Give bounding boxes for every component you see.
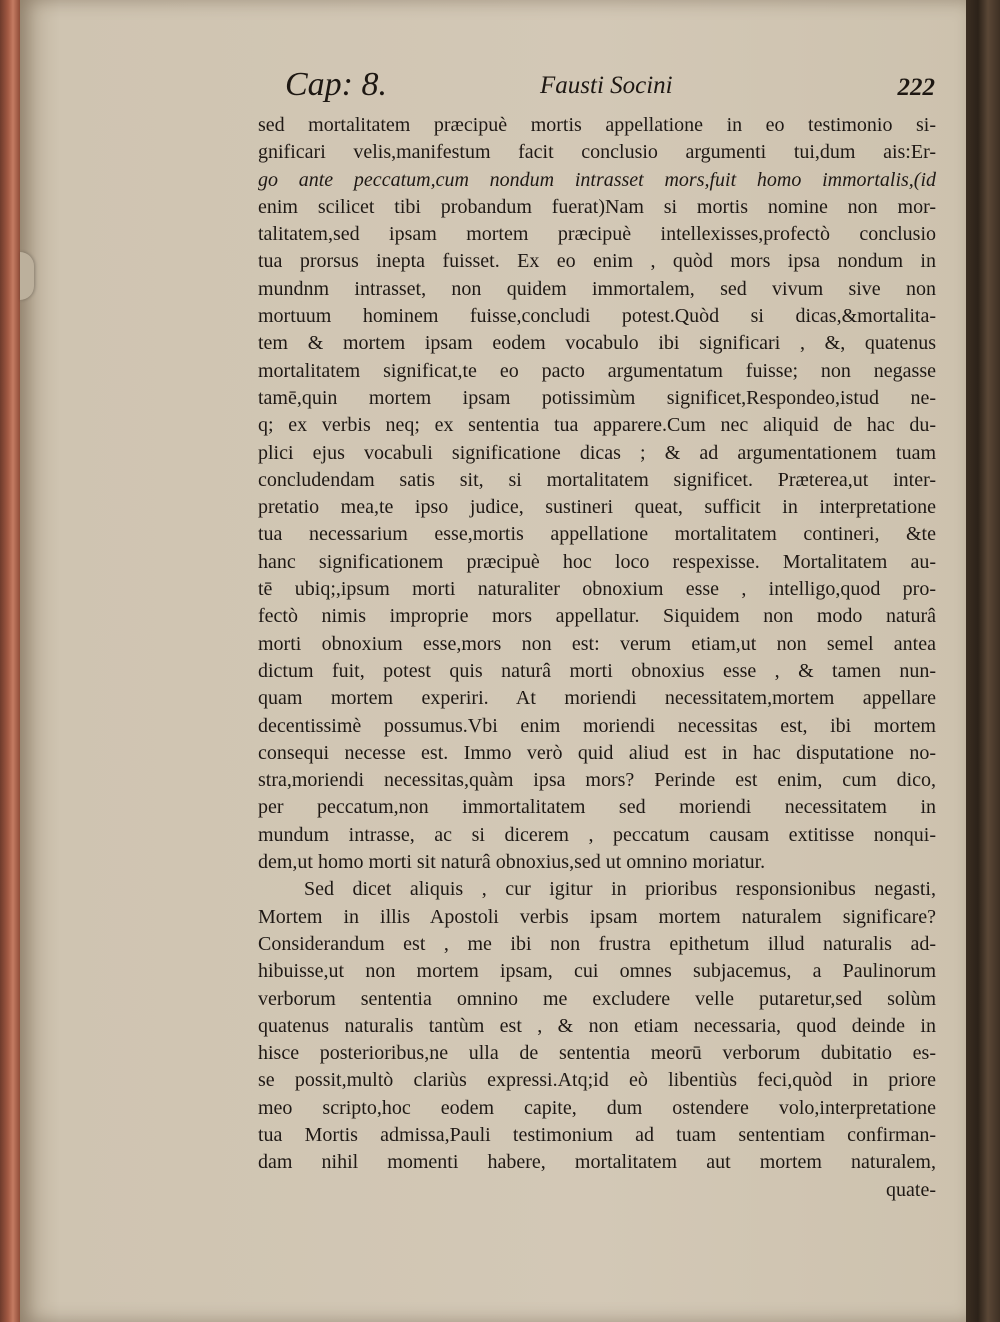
text-line: gnificari velis,manifestum facit conclusio argumenti tui,dum ais:Er- xyxy=(258,141,936,164)
text-line: verborum sententia omnino me excludere velle putaretur,sed solùm xyxy=(258,987,936,1010)
running-head xyxy=(285,66,935,106)
text-line: quam mortem experiri. At moriendi necessitatem,mortem appellare xyxy=(258,687,936,710)
text-line: tē ubiq;,ipsum morti naturaliter obnoxium esse , intelligo,quod pro- xyxy=(258,578,936,601)
text-line: pretatio mea,te ipso judice, sustineri queat, sufficit in interpretatione xyxy=(258,496,936,519)
text-line: Considerandum est , me ibi non frustra epithetum illud naturalis ad- xyxy=(258,932,936,955)
text-line: se possit,multò clariùs expressi.Atq;id eò libentiùs feci,quòd in priore xyxy=(258,1069,936,1092)
text-line: mundum intrasse, ac si dicerem , peccatum causam extitisse nonqui- xyxy=(258,823,936,846)
text-line: go ante peccatum,cum nondum intrasset mors,fuit homo immortalis,(id xyxy=(258,168,936,191)
text-line: hisce posterioribus,ne ulla de sententia meorū verborum dubitatio es- xyxy=(258,1042,936,1065)
text-line: tua necessarium esse,mortis appellatione mortalitatem contineri, &te xyxy=(258,523,936,546)
text-line: mundnm intrasset, non quidem immortalem, sed vivum sive non xyxy=(258,277,936,300)
text-line: stra,moriendi necessitas,quàm ipsa mors? Perinde est enim, cum dico, xyxy=(258,769,936,792)
author-title: Fausti Socini xyxy=(540,72,673,99)
text-line: concludendam satis sit, si mortalitatem significet. Præterea,ut inter- xyxy=(258,468,936,491)
text-line: q; ex verbis neq; ex sententia tua apparere.Cum nec aliquid de hac du- xyxy=(258,414,936,437)
text-line: mortuum hominem fuisse,concludi potest.Quòd si dicas,&mortalita- xyxy=(258,305,936,328)
text-line: hanc significationem præcipuè hoc loco respexisse. Mortalitatem au- xyxy=(258,550,936,573)
text-line: dam nihil momenti habere, mortalitatem aut mortem naturalem, xyxy=(258,1151,936,1174)
chapter-label: Cap: 8. xyxy=(285,66,387,103)
text-line: tem & mortem ipsam eodem vocabulo ibi significari , &, quatenus xyxy=(258,332,936,355)
text-line: enim scilicet tibi probandum fuerat)Nam si mortis nomine non mor- xyxy=(258,195,936,218)
body-text xyxy=(258,112,936,1204)
text-line: sed mortalitatem præcipuè mortis appellatione in eo testimonio si- xyxy=(258,114,936,136)
text-line: consequi necesse est. Immo verò quid aliud est in hac disputatione no- xyxy=(258,741,936,764)
text-line: tua prorsus inepta fuisset. Ex eo enim , quòd mors ipsa nondum in xyxy=(258,250,936,273)
text-line: morti obnoxium esse,mors non est: verum etiam,ut non semel antea xyxy=(258,632,936,655)
text-line: tamē,quin mortem ipsam potissimùm significet,Respondeo,istud ne- xyxy=(258,386,936,409)
text-line: dem,ut homo morti sit naturâ obnoxius,sed ut omnino moriatur. xyxy=(258,851,766,874)
text-line: plici ejus vocabuli significatione dicas ; & ad argumentationem tuam xyxy=(258,441,936,464)
text-line: quatenus naturalis tantùm est , & non etiam necessaria, quod deinde in xyxy=(258,1014,936,1037)
text-line: Sed dicet aliquis , cur igitur in prioribus responsionibus negasti, xyxy=(304,878,936,901)
page-number: 222 xyxy=(897,74,935,101)
page-tab-mark xyxy=(20,252,34,300)
catchword: quate- xyxy=(886,1178,936,1201)
text-line: dictum fuit, potest quis naturâ morti obnoxius esse , & tamen nun- xyxy=(258,659,936,682)
text-line: talitatem,sed ipsam mortem præcipuè intellexisses,profectò conclusio xyxy=(258,223,936,246)
text-line: decentissimè possumus.Vbi enim moriendi necessitas est, ibi mortem xyxy=(258,714,936,737)
text-line: per peccatum,non immortalitatem sed moriendi necessitatem in xyxy=(258,796,936,819)
text-line: mortalitatem significat,te eo pacto argumentatum fuisse; non negasse xyxy=(258,359,936,382)
text-line: tua Mortis admissa,Pauli testimonium ad tuam sententiam confirman- xyxy=(258,1123,936,1146)
page-right-shadow xyxy=(966,0,1000,1322)
book-binding-edge xyxy=(0,0,20,1322)
text-line: hibuisse,ut non mortem ipsam, cui omnes subjacemus, a Paulinorum xyxy=(258,960,936,983)
text-line: meo scripto,hoc eodem capite, dum ostendere volo,interpretatione xyxy=(258,1096,936,1119)
text-line: Mortem in illis Apostoli verbis ipsam mortem naturalem significare? xyxy=(258,905,936,928)
text-line: fectò nimis improprie mors appellatur. Siquidem non modo naturâ xyxy=(258,605,936,628)
